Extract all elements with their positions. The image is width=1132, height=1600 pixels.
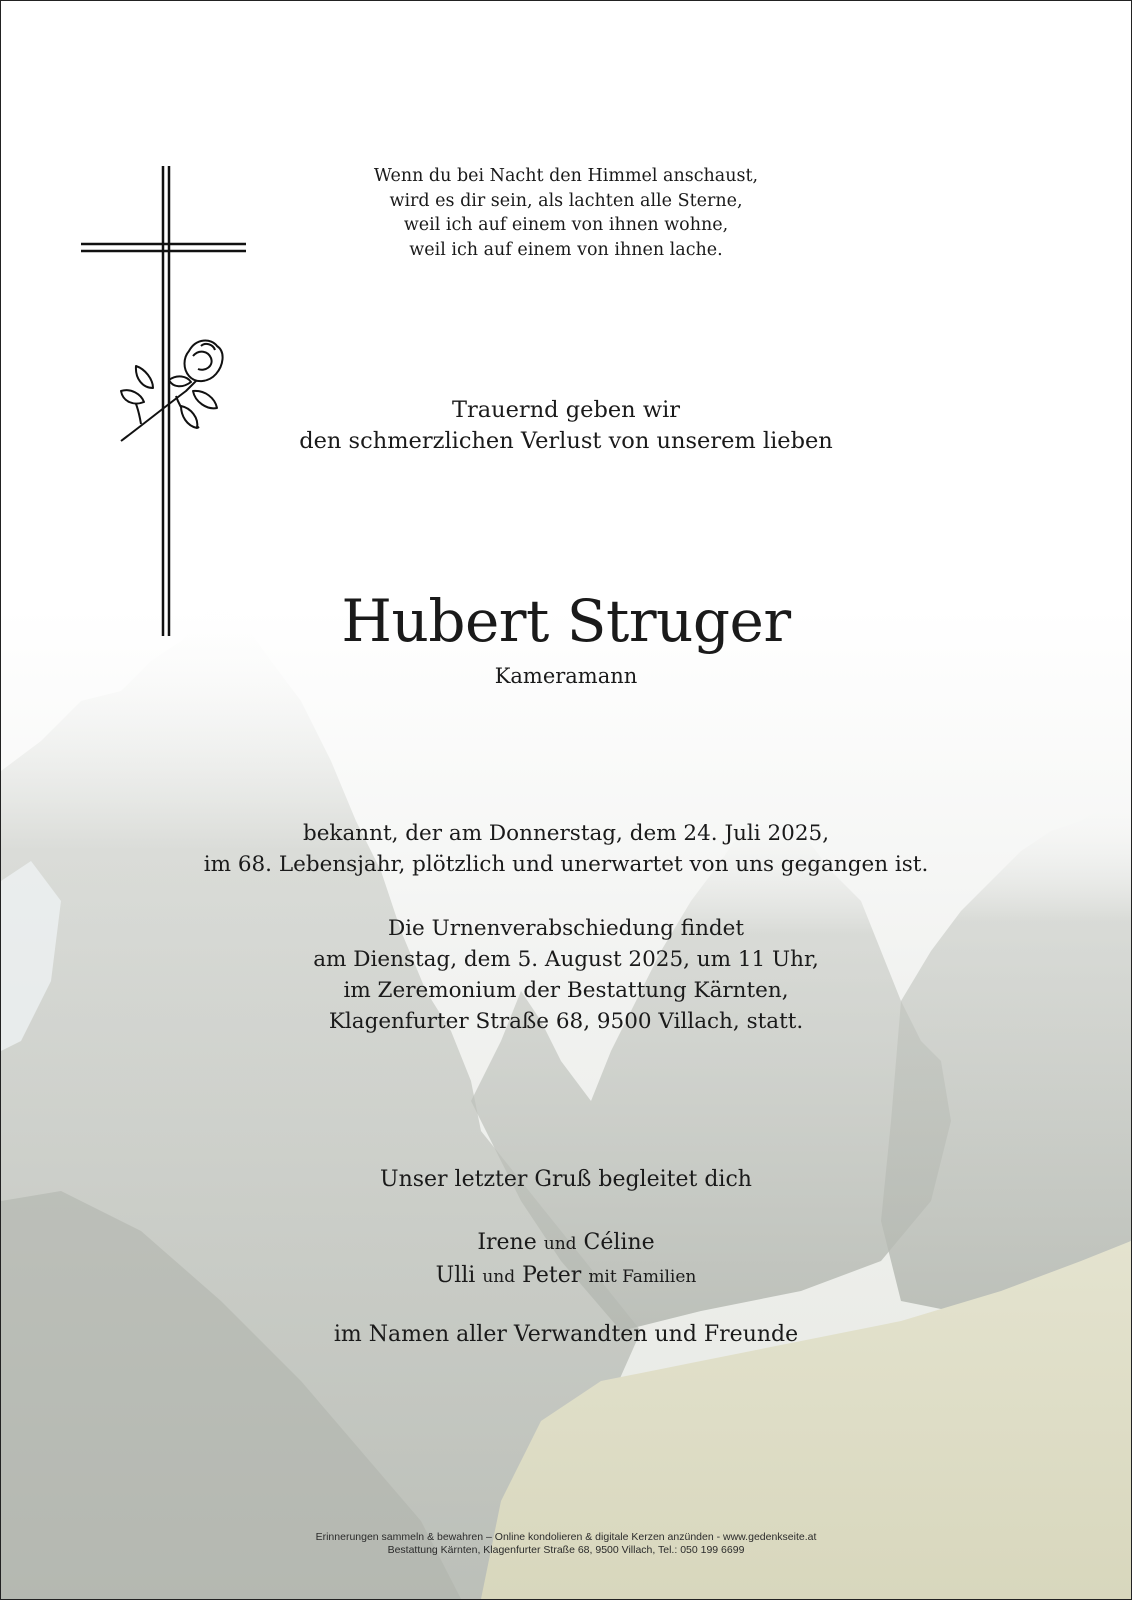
family-name: Ulli bbox=[435, 1263, 476, 1288]
death-notice bbox=[1, 818, 1131, 880]
family-name: Peter bbox=[522, 1263, 582, 1288]
footer-line: Bestattung Kärnten, Klagenfurter Straße 68, 9500 Villach, Tel.: 050 199 6699 bbox=[387, 1544, 745, 1556]
poem-line: wird es dir sein, als lachten alle Sterne, bbox=[389, 190, 743, 211]
ceremony-line: Die Urnenverabschiedung findet bbox=[387, 916, 745, 941]
deceased-profession: Kameramann bbox=[494, 664, 638, 688]
family-suffix: mit Familien bbox=[588, 1267, 697, 1287]
poem bbox=[1, 164, 1131, 262]
deceased-name: Hubert Struger bbox=[341, 587, 791, 655]
farewell-closing: im Namen aller Verwandten und Freunde bbox=[333, 1322, 799, 1347]
intro-line: Trauernd geben wir bbox=[451, 397, 681, 423]
poem-line: weil ich auf einem von ihnen lache. bbox=[409, 239, 723, 260]
family-name: Irene bbox=[477, 1230, 537, 1255]
death-notice-line: im 68. Lebensjahr, plötzlich und unerwartet von uns gegangen ist. bbox=[203, 852, 929, 877]
footer-line: Erinnerungen sammeln & bewahren – Online kondolieren & digitale Kerzen anzünden - www.gedenkseite.at bbox=[315, 1531, 817, 1543]
family-line bbox=[1, 1227, 1131, 1260]
announcement-intro bbox=[1, 395, 1131, 457]
ceremony-line: im Zeremonium der Bestattung Kärnten, bbox=[343, 978, 789, 1003]
ceremony-line: am Dienstag, dem 5. August 2025, um 11 Uhr, bbox=[313, 947, 819, 972]
poem-line: weil ich auf einem von ihnen wohne, bbox=[403, 215, 729, 235]
death-notice-line: bekannt, der am Donnerstag, dem 24. Juli 2025, bbox=[302, 821, 830, 846]
family-line bbox=[1, 1260, 1131, 1293]
farewell-greeting: Unser letzter Gruß begleitet dich bbox=[380, 1167, 752, 1192]
family-conjunction: und bbox=[543, 1234, 577, 1254]
family-signatures bbox=[1, 1227, 1131, 1293]
footer bbox=[1, 1531, 1131, 1557]
ceremony-details bbox=[1, 913, 1131, 1037]
ceremony-line: Klagenfurter Straße 68, 9500 Villach, statt. bbox=[328, 1009, 804, 1034]
intro-line: den schmerzlichen Verlust von unserem lieben bbox=[299, 428, 833, 454]
family-name: Céline bbox=[583, 1230, 655, 1255]
poem-line: Wenn du bei Nacht den Himmel anschaust, bbox=[373, 166, 759, 186]
family-conjunction: und bbox=[482, 1267, 516, 1287]
